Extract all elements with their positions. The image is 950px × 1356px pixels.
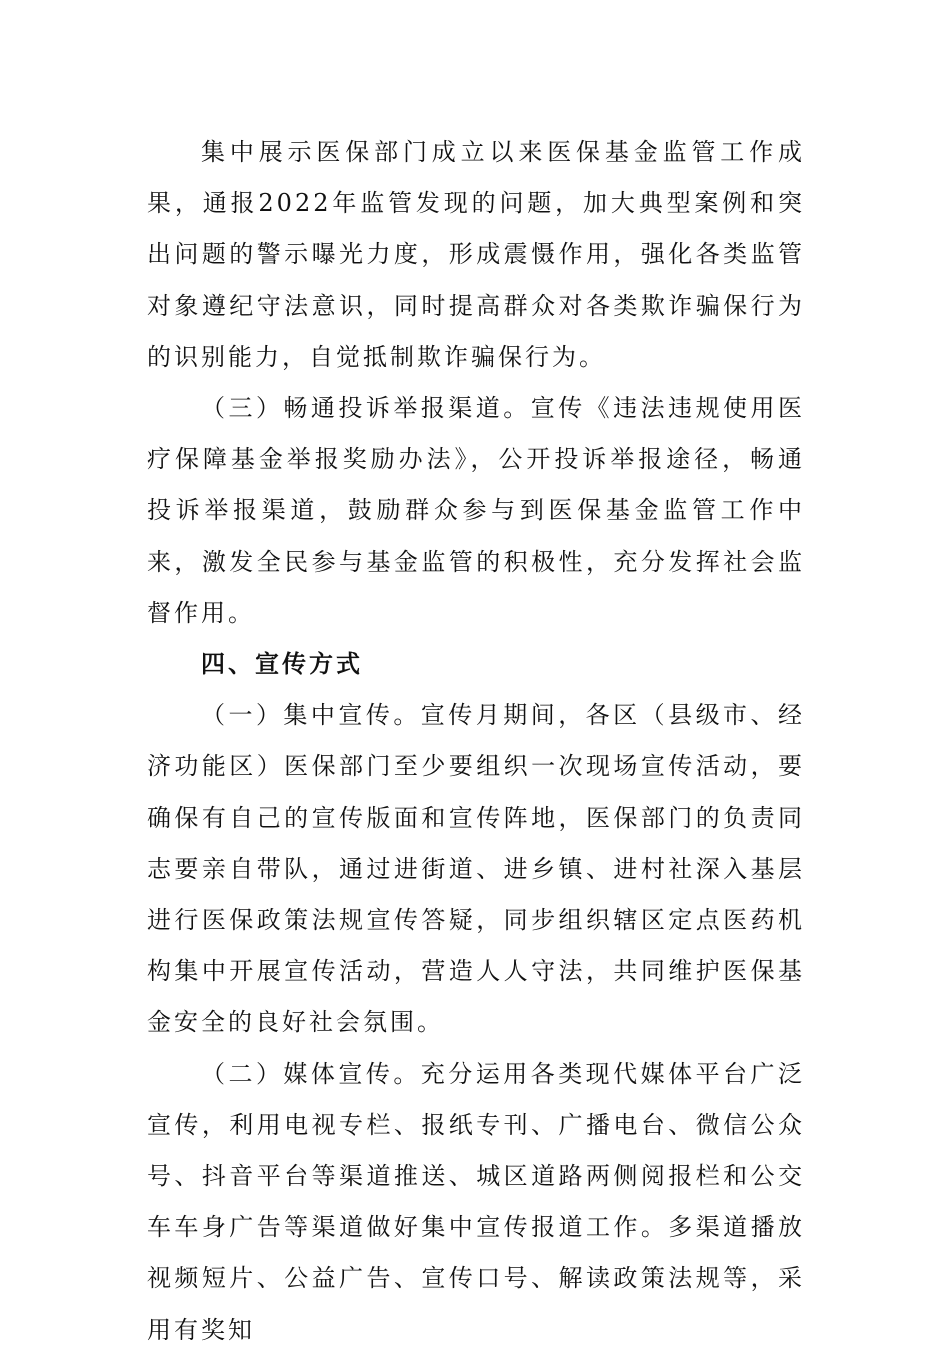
section-heading-publicity-methods: 四、宣传方式: [201, 650, 363, 679]
paragraph-complaint-channels: （三）畅通投诉举报渠道。宣传《违法违规使用医疗保障基金举报奖励办法》，公开投诉举报途径，畅通投诉举报渠道，鼓励群众参与到医保基金监管工作中来，激发全民参与基金监管的积极性，充分发挥社会监督作用。: [147, 394, 805, 627]
paragraph-supervision-results: 集中展示医保部门成立以来医保基金监管工作成果，通报2022年监管发现的问题，加大典型案例和突出问题的警示曝光力度，形成震慑作用，强化各类监管对象遵纪守法意识，同时提高群众对各类欺诈骗保行为的识别能力，自觉抵制欺诈骗保行为。: [147, 138, 805, 371]
document-body: [147, 127, 805, 1356]
paragraph-media-publicity: （二）媒体宣传。充分运用各类现代媒体平台广泛宣传，利用电视专栏、报纸专刊、广播电台、微信公众号、抖音平台等渠道推送、城区道路两侧阅报栏和公交车车身广告等渠道做好集中宣传报道工作。多渠道播放视频短片、公益广告、宣传口号、解读政策法规等，采用有奖知: [147, 1059, 805, 1344]
paragraph-centralized-publicity: （一）集中宣传。宣传月期间，各区（县级市、经济功能区）医保部门至少要组织一次现场宣传活动，要确保有自己的宣传版面和宣传阵地，医保部门的负责同志要亲自带队，通过进街道、进乡镇、进村社深入基层进行医保政策法规宣传答疑，同步组织辖区定点医药机构集中开展宣传活动，营造人人守法，共同维护医保基金安全的良好社会氛围。: [147, 701, 805, 1037]
